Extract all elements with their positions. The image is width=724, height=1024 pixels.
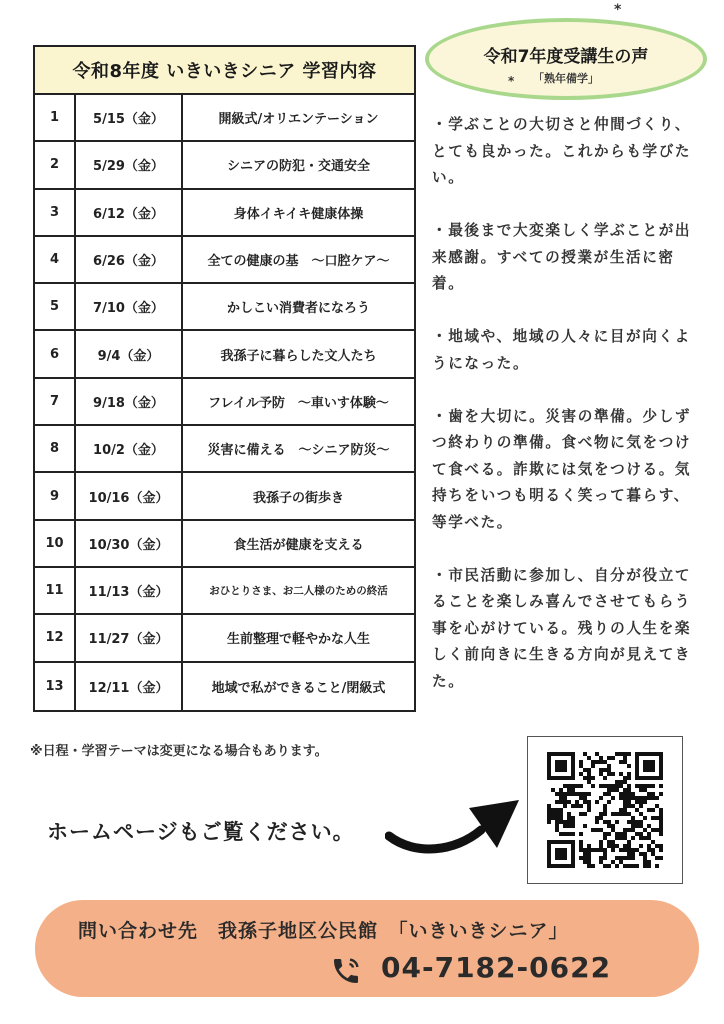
row-topic: 開級式/オリエンテーション <box>218 112 379 128</box>
row-topic: 地域で私ができること/閉級式 <box>211 680 386 696</box>
table-row <box>35 426 414 473</box>
row-topic: かしこい消費者になろう <box>226 301 370 317</box>
voice-item: ・市民活動に参加し、自分が役立てることを楽しみ喜んでさせてもらう事を心がけている。残りの人生を楽しく前向きに生きる方向が見えてきた。 <box>432 566 692 690</box>
schedule-title: 令和8年度 いきいきシニア 学習内容 <box>35 47 414 95</box>
table-row <box>35 615 414 662</box>
row-date: 10/2（金） <box>76 426 183 471</box>
qr-code[interactable] <box>527 736 683 884</box>
voices-list <box>432 112 692 722</box>
voice-item: ・学ぶことの大切さと仲間づくり、とても良かった。これからも学びたい。 <box>432 116 692 186</box>
arrow-right-icon <box>385 790 525 870</box>
row-topic: シニアの防犯・交通安全 <box>226 159 370 175</box>
row-number: 2 <box>35 142 76 187</box>
row-number: 11 <box>35 568 76 613</box>
row-topic: 生前整理で軽やかな人生 <box>226 632 370 648</box>
row-topic: 食生活が健康を支える <box>233 537 364 553</box>
row-date: 9/18（金） <box>76 379 183 424</box>
row-number: 3 <box>35 190 76 235</box>
table-row <box>35 284 414 331</box>
table-row <box>35 142 414 189</box>
schedule-note: ※日程・学習テーマは変更になる場合もあります。 <box>30 744 328 759</box>
row-date: 6/26（金） <box>76 237 183 282</box>
table-row <box>35 331 414 378</box>
table-row <box>35 663 414 710</box>
voice-item: ・地域や、地域の人々に目が向くようになった。 <box>432 328 691 372</box>
schedule-rows <box>35 95 414 710</box>
row-date: 5/15（金） <box>76 95 183 140</box>
row-date: 5/29（金） <box>76 142 183 187</box>
row-number: 12 <box>35 615 76 660</box>
table-row <box>35 521 414 568</box>
row-number: 5 <box>35 284 76 329</box>
row-date: 10/30（金） <box>76 521 183 566</box>
star-mark-sub: * <box>508 74 515 88</box>
table-row <box>35 473 414 520</box>
row-topic: 我孫子に暮らした文人たち <box>220 348 377 364</box>
row-number: 10 <box>35 521 76 566</box>
row-topic: 我孫子の街歩き <box>252 490 344 506</box>
table-row <box>35 190 414 237</box>
row-date: 11/13（金） <box>76 568 183 613</box>
phone-number[interactable]: 04-7182-0622 <box>381 951 612 984</box>
schedule-table <box>33 45 416 712</box>
voice-item: ・歯を大切に。災害の準備。少しずつ終わりの準備。食べ物に気をつけて食べる。詐欺には気をつける。気持ちをいつも明るく笑って暮らす、等学べた。 <box>432 407 692 531</box>
row-date: 7/10（金） <box>76 284 183 329</box>
contact-line: 問い合わせ先 我孫子地区公民館 「いきいきシニア」 <box>78 920 569 942</box>
table-row <box>35 379 414 426</box>
row-number: 8 <box>35 426 76 471</box>
row-number: 13 <box>35 663 76 710</box>
row-number: 6 <box>35 331 76 376</box>
row-date: 6/12（金） <box>76 190 183 235</box>
table-row <box>35 95 414 142</box>
table-row <box>35 568 414 615</box>
row-topic: フレイル予防 ～車いす体験～ <box>208 395 389 411</box>
row-date: 11/27（金） <box>76 615 183 660</box>
row-date: 9/4（金） <box>76 331 183 376</box>
phone-icon <box>330 955 362 987</box>
voice-item: ・最後まで大変楽しく学ぶことが出来感謝。すべての授業が生活に密着。 <box>432 222 692 292</box>
row-number: 7 <box>35 379 76 424</box>
star-mark-top: * <box>614 2 622 18</box>
row-topic: 災害に備える ～シニア防災～ <box>207 443 390 459</box>
homepage-text: ホームページもご覧ください。 <box>47 820 355 844</box>
qr-code-image <box>547 752 663 868</box>
row-topic: おひとりさま、お二人様のための終活 <box>209 585 388 598</box>
table-row <box>35 237 414 284</box>
voices-title: 令和7年度受講生の声 <box>483 47 649 67</box>
row-date: 12/11（金） <box>76 663 183 710</box>
voices-subtitle: 「熟年備学」 <box>533 72 599 85</box>
row-number: 4 <box>35 237 76 282</box>
row-date: 10/16（金） <box>76 473 183 518</box>
row-number: 9 <box>35 473 76 518</box>
row-topic: 身体イキイキ健康体操 <box>233 206 364 222</box>
row-topic: 全ての健康の基 ～口腔ケア～ <box>207 254 390 270</box>
row-number: 1 <box>35 95 76 140</box>
